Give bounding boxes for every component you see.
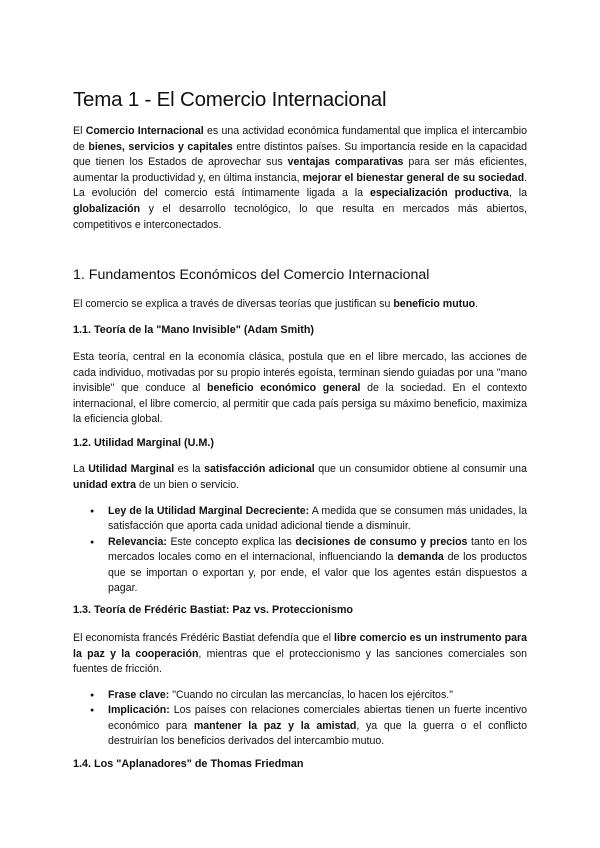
paragraph-bold: unidad extra — [73, 478, 136, 491]
bullet-list — [90, 504, 527, 596]
paragraph-bold: beneficio económico general — [207, 382, 361, 395]
intro-bold: mejorar el bienestar general de su sociedad — [302, 171, 525, 184]
bullet-label: Frase clave: — [108, 689, 170, 701]
bullet-bold: demanda — [397, 551, 444, 564]
intro-bold: bienes, servicios y capitales — [88, 140, 233, 153]
bullet-label: Ley de la Utilidad Marginal Decreciente: — [108, 505, 310, 517]
lead-text: . — [475, 298, 479, 310]
intro-text: . La evolución del comercio está íntimamente ligada a la — [73, 171, 527, 200]
section-heading: 1. Fundamentos Económicos del Comercio Internacional — [73, 267, 430, 283]
bullet-text: Los países con relaciones comerciales abiertas tienen un fuerte incentivo económico para — [108, 704, 527, 732]
bullet-label: Relevancia: — [108, 535, 167, 548]
intro-bold: ventajas comparativas — [287, 156, 404, 169]
bullet-text: , ya que la guerra o el conflicto destruirían los beneficios derivados del intercambio mutuo. — [108, 719, 527, 748]
bullet-text: Este concepto explica las — [166, 535, 296, 548]
adam-smith-paragraph — [73, 350, 527, 428]
bullet-bold: decisiones de consumo y precios — [295, 535, 468, 548]
intro-text: entre distintos países. Su importancia reside en la capacidad que tienen los Estados de aprovechar sus — [73, 140, 527, 169]
paragraph-bold: libre comercio es un instrumento para la paz y la cooperación — [73, 632, 527, 660]
subsection-heading: 1.1. Teoría de la "Mano Invisible" (Adam Smith) — [73, 324, 315, 336]
list-item — [90, 504, 527, 535]
intro-text: , la — [508, 187, 527, 200]
bullet-text: tanto en los mercados locales como en el internacional, influenciando la — [108, 535, 528, 564]
list-item — [90, 703, 527, 749]
paragraph-text: La — [73, 463, 89, 475]
list-item — [90, 688, 527, 703]
intro-bold: especialización productiva — [370, 187, 509, 200]
paragraph-text: El economista francés Frédéric Bastiat defendía que el — [73, 632, 335, 644]
section-lead-paragraph — [73, 297, 527, 313]
page-title: Tema 1 - El Comercio Internacional — [73, 88, 387, 111]
bastiat-paragraph — [73, 631, 527, 678]
paragraph-text: de un bien o servicio. — [136, 478, 240, 491]
list-item — [90, 535, 527, 597]
paragraph-bold: satisfacción adicional — [204, 463, 315, 475]
subsection-heading: 1.3. Teoría de Frédéric Bastiat: Paz vs. Proteccionismo — [73, 604, 354, 616]
intro-bold: globalización — [73, 202, 141, 215]
utilidad-marginal-paragraph — [73, 462, 527, 493]
lead-text: El comercio se explica a través de diversas teorías que justifican su — [73, 298, 394, 310]
paragraph-text: Esta teoría, central en la economía clásica, postula que en el libre mercado, las acciones de cada individuo, motivadas por su propio interés egoísta, terminan siendo guiadas por una "mano invisible" que conduce al — [73, 351, 527, 395]
intro-text: para ser más eficientes, aumentar la productividad y, en última instancia, — [73, 156, 528, 184]
bullet-text: de los productos que se importan o exportan y, por ende, el valor que los agentes están dispuestos a pagar. — [108, 551, 527, 595]
intro-paragraph — [73, 124, 527, 233]
paragraph-bold: Utilidad Marginal — [88, 463, 175, 475]
paragraph-text: es la — [174, 463, 205, 475]
intro-text: es una actividad económica fundamental que implica el intercambio de — [73, 125, 527, 153]
paragraph-text: de la sociedad. En el contexto internacional, el libre comercio, al permitir que cada país persiga su máximo beneficio, maximiza la eficiencia global. — [73, 382, 527, 426]
paragraph-text: que un consumidor obtiene al consumir una — [314, 463, 527, 475]
paragraph-text: , mientras que el proteccionismo y las sanciones comerciales son fuentes de fricción. — [73, 647, 528, 676]
subsection-heading: 1.4. Los "Aplanadores" de Thomas Friedman — [73, 758, 304, 770]
bullet-text: "Cuando no circulan las mercancías, lo hacen los ejércitos." — [169, 689, 453, 701]
bullet-text: A medida que se consumen más unidades, la satisfacción que aporta cada unidad adicional tiende a disminuir. — [108, 505, 527, 533]
subsection-heading: 1.2. Utilidad Marginal (U.M.) — [73, 437, 214, 449]
bullet-bold: mantener la paz y la amistad — [193, 719, 357, 732]
intro-text: El — [73, 125, 86, 137]
bullet-list — [90, 688, 527, 750]
lead-bold: beneficio mutuo — [393, 298, 476, 310]
intro-bold: Comercio Internacional — [85, 125, 204, 137]
bullet-label: Implicación: — [108, 704, 170, 717]
intro-text: y el desarrollo tecnológico, lo que resulta en mercados más abiertos, competitivos e interconectados. — [73, 202, 527, 231]
